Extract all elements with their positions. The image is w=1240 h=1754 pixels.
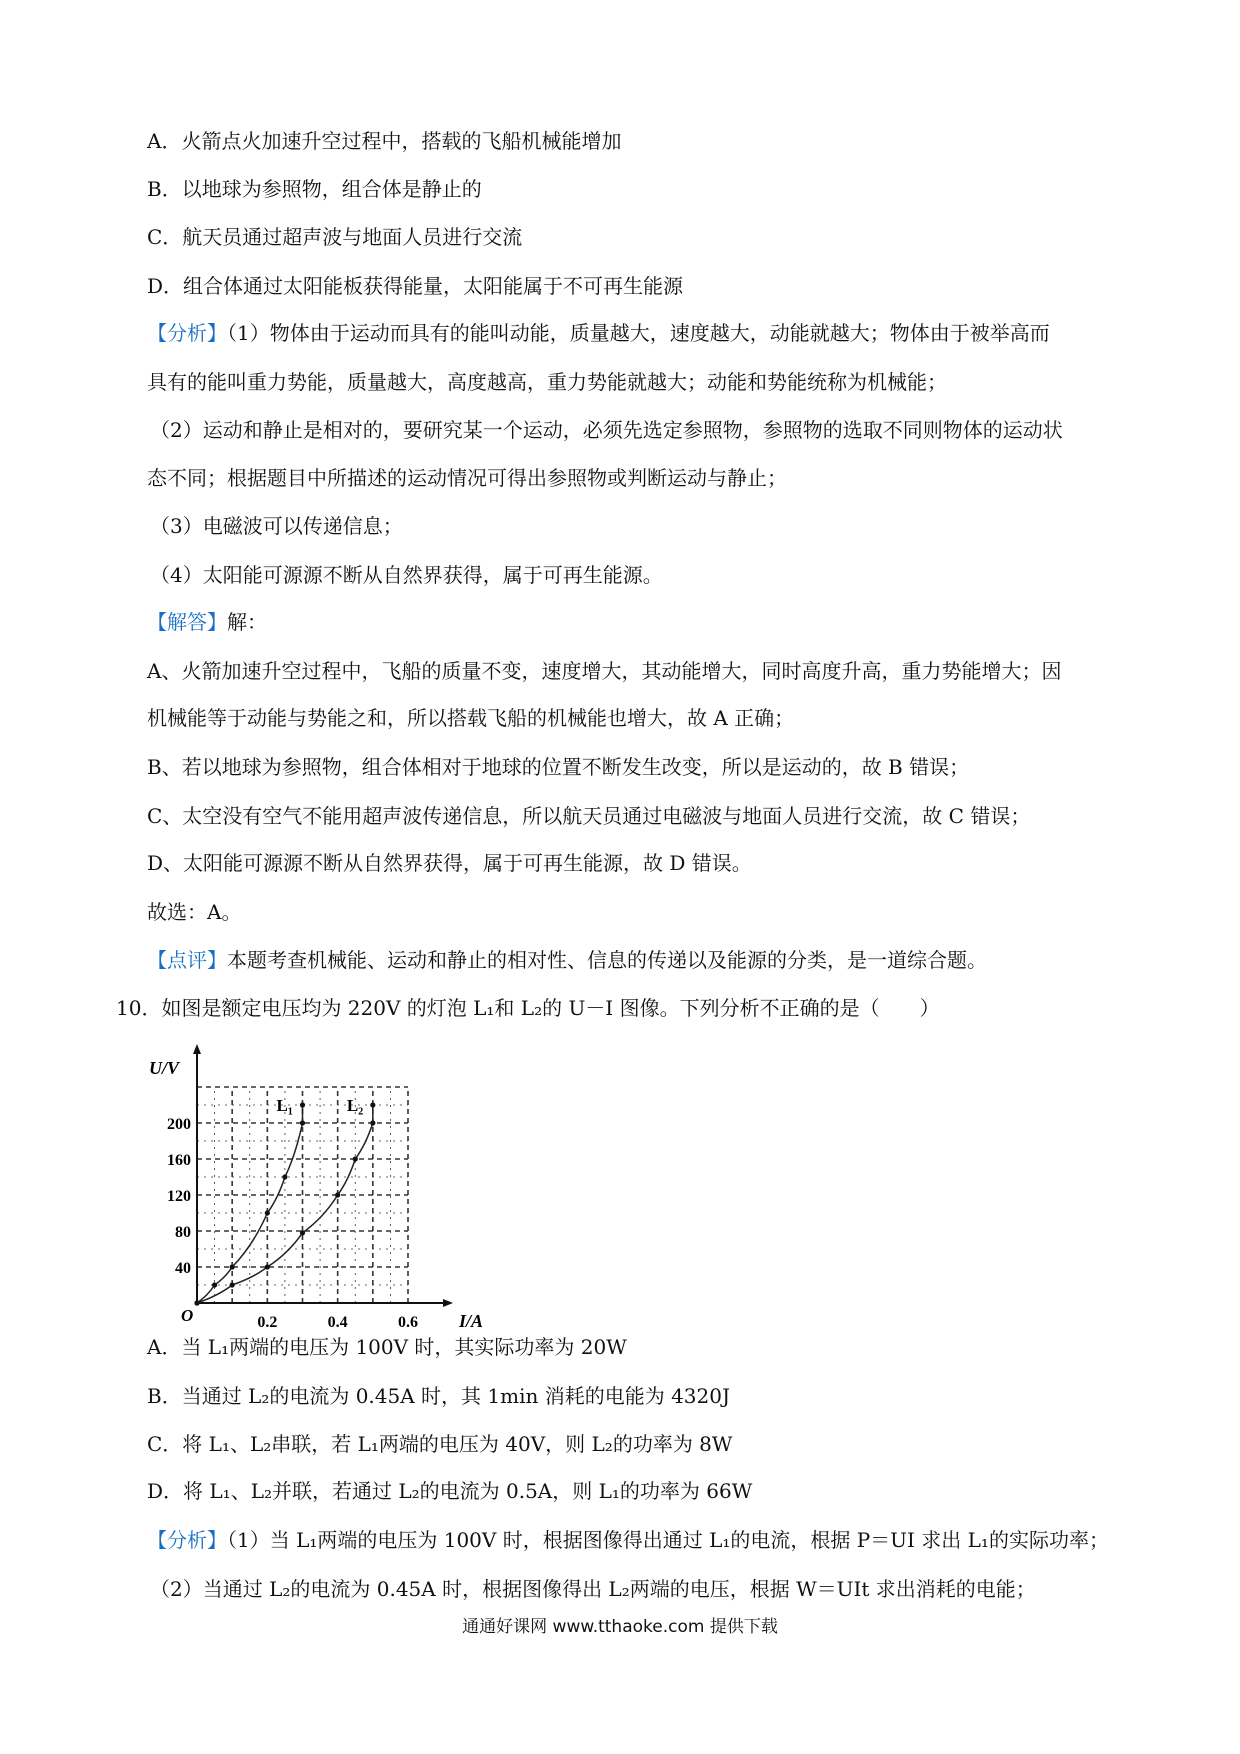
y-tick-label: 80 (175, 1224, 191, 1241)
analysis-line: （2）运动和静止是相对的，要研究某一个运动，必须先选定参照物，参照物的选取不同则物体的运动状 (150, 418, 1063, 442)
analysis-line (147, 319, 1050, 347)
series-label: L₂ (346, 1096, 364, 1115)
answer-line: C、太空没有空气不能用超声波传递信息，所以航天员通过电磁波与地面人员进行交流，故 C 错误； (147, 804, 1031, 828)
q10-option-b: B．当通过 L₂的电流为 0.45A 时，其 1min 消耗的电能为 4320J (147, 1384, 730, 1408)
data-point (265, 1210, 270, 1215)
analysis-line: （4）太阳能可源源不断从自然界获得，属于可再生能源。 (150, 563, 663, 587)
x-axis-arrow-icon (443, 1299, 453, 1307)
analysis-line: 态不同；根据题目中所描述的运动情况可得出参照物或判断运动与静止； (147, 466, 787, 490)
data-point (194, 1300, 199, 1305)
data-point (230, 1282, 235, 1287)
data-point (300, 1120, 305, 1125)
data-point (353, 1156, 358, 1161)
analysis-line: 具有的能叫重力势能，质量越大，高度越高，重力势能就越大；动能和势能统称为机械能； (147, 370, 947, 394)
origin-label: O (181, 1306, 194, 1325)
data-point (300, 1230, 305, 1235)
data-point (370, 1120, 375, 1125)
data-point (282, 1174, 287, 1179)
answer-line (147, 608, 267, 636)
comment-line (147, 946, 987, 974)
option-a: A．火箭点火加速升空过程中，搭载的飞船机械能增加 (147, 129, 622, 153)
data-point (335, 1192, 340, 1197)
comment-tag: 【点评】 (147, 948, 227, 972)
q10-option-c: C．将 L₁、L₂串联，若 L₁两端的电压为 40V，则 L₂的功率为 8W (147, 1432, 733, 1456)
q10-analysis-line (147, 1526, 1109, 1554)
answer-line: B、若以地球为参照物，组合体相对于地球的位置不断发生改变，所以是运动的，故 B 错误； (147, 755, 970, 779)
answer-tag: 【解答】 (147, 610, 227, 634)
q10-analysis-line: （2）当通过 L₂的电流为 0.45A 时，根据图像得出 L₂两端的电压，根据 W＝UIt 求出消耗的电能； (150, 1577, 1036, 1601)
data-point (300, 1102, 305, 1107)
data-point (212, 1282, 217, 1287)
analysis-text: （1）当 L₁两端的电压为 100V 时，根据图像得出通过 L₁的电流，根据 P＝UI 求出 L₁的实际功率； (227, 1528, 1109, 1552)
y-axis-label: U/V (149, 1058, 180, 1078)
x-tick-label: 0.6 (398, 1314, 418, 1330)
question-10-stem: 10．如图是额定电压均为 220V 的灯泡 L₁和 L₂的 U－I 图像。下列分析不正确的是（ ） (116, 996, 940, 1020)
analysis-tag: 【分析】 (147, 321, 227, 345)
option-c: C．航天员通过超声波与地面人员进行交流 (147, 225, 523, 249)
series-label: L₁ (276, 1096, 293, 1115)
footer: 通通好课网 www.tthaoke.com 提供下载 (462, 1617, 778, 1637)
answer-choice: 故选：A。 (147, 900, 242, 924)
analysis-text: （1）物体由于运动而具有的能叫动能，质量越大，速度越大，动能就越大；物体由于被举高而 (227, 321, 1050, 345)
x-tick-label: 0.2 (257, 1314, 278, 1330)
q10-option-a: A．当 L₁两端的电压为 100V 时，其实际功率为 20W (147, 1335, 627, 1359)
y-tick-label: 120 (167, 1188, 191, 1205)
analysis-line: （3）电磁波可以传递信息； (150, 514, 403, 538)
answer-line: 机械能等于动能与势能之和，所以搭载飞船的机械能也增大，故 A 正确； (147, 706, 795, 730)
x-tick-label: 0.4 (327, 1314, 348, 1330)
option-d: D．组合体通过太阳能板获得能量，太阳能属于不可再生能源 (147, 274, 684, 298)
option-b: B．以地球为参照物，组合体是静止的 (147, 177, 482, 201)
analysis-tag: 【分析】 (147, 1528, 227, 1552)
comment-text: 本题考查机械能、运动和静止的相对性、信息的传递以及能源的分类，是一道综合题。 (227, 948, 987, 972)
data-point (370, 1102, 375, 1107)
x-axis-label: I/A (459, 1311, 484, 1330)
y-tick-label: 160 (167, 1152, 191, 1169)
answer-head: 解： (227, 610, 267, 634)
y-axis-arrow-icon (193, 1044, 201, 1054)
data-point (230, 1264, 235, 1269)
answer-line: D、太阳能可源源不断从自然界获得，属于可再生能源，故 D 错误。 (147, 851, 752, 875)
y-tick-label: 40 (175, 1260, 191, 1277)
answer-line: A、火箭加速升空过程中，飞船的质量不变，速度增大，其动能增大，同时高度升高，重力势能增大；因 (147, 659, 1062, 683)
u-i-chart (140, 1040, 500, 1330)
y-tick-label: 200 (167, 1116, 191, 1133)
q10-option-d: D．将 L₁、L₂并联，若通过 L₂的电流为 0.5A，则 L₁的功率为 66W (147, 1479, 753, 1503)
data-point (265, 1264, 270, 1269)
